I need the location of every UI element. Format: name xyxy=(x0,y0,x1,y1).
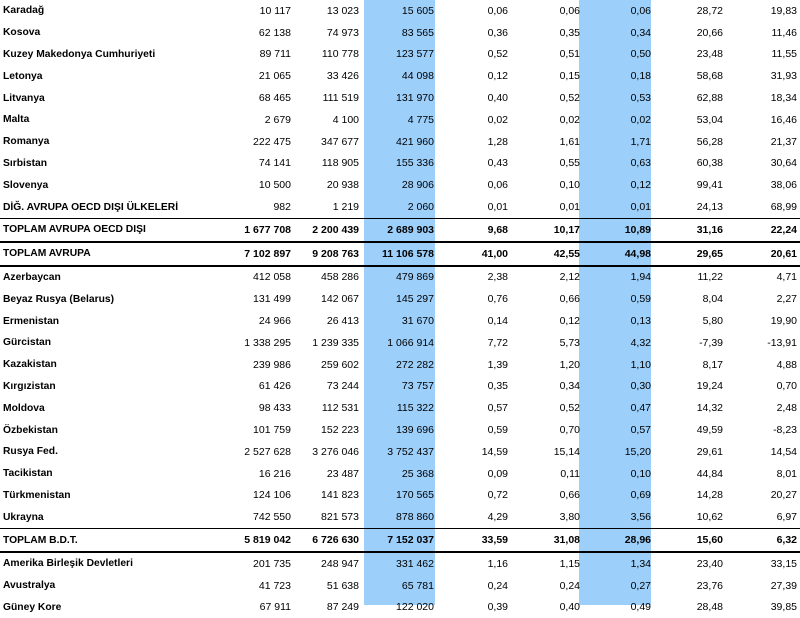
cell-value: 139 696 xyxy=(396,424,434,437)
cell-value: 0,35 xyxy=(559,26,580,39)
table-row xyxy=(0,441,800,463)
cell-value: 73 244 xyxy=(326,380,359,393)
cell-value: 33 426 xyxy=(326,70,359,83)
cell-value: 31,93 xyxy=(770,70,797,83)
cell-value: 0,52 xyxy=(559,402,580,415)
cell-value: 347 677 xyxy=(321,135,359,148)
cell-value: 51 638 xyxy=(326,579,359,592)
cell-value: 0,40 xyxy=(487,92,508,105)
cell-value: 0,50 xyxy=(630,48,651,61)
cell-value: 0,66 xyxy=(559,489,580,502)
cell-value: 0,12 xyxy=(559,315,580,328)
cell-value: 44,98 xyxy=(583,242,654,266)
cell-value: 26 413 xyxy=(326,315,359,328)
cell-value: 33,15 xyxy=(770,557,797,570)
cell-value: 89 711 xyxy=(259,48,291,61)
cell-value: 458 286 xyxy=(321,271,359,284)
cell-value: 61 426 xyxy=(258,380,291,393)
cell-value: 0,12 xyxy=(630,179,651,192)
table-row xyxy=(0,376,800,398)
cell-value: 0,18 xyxy=(630,70,651,83)
cell-value: 0,69 xyxy=(630,489,651,502)
cell-value: 0,55 xyxy=(559,157,580,170)
table-row xyxy=(0,552,800,575)
cell-value: 5 819 042 xyxy=(236,529,294,552)
cell-value: 42,55 xyxy=(511,242,583,266)
cell-value: 2 200 439 xyxy=(294,218,362,241)
cell-value: 99,41 xyxy=(696,179,723,192)
table-row xyxy=(0,597,800,618)
cell-value: 20 938 xyxy=(326,179,359,192)
row-label: Gürcistan xyxy=(3,337,52,349)
row-label: Azerbaycan xyxy=(3,271,61,283)
cell-value: 6,97 xyxy=(776,511,797,524)
cell-value: 4,29 xyxy=(487,511,508,524)
cell-value: 0,34 xyxy=(559,380,580,393)
cell-value: 0,39 xyxy=(487,601,508,614)
cell-value: 1,94 xyxy=(630,271,651,284)
cell-value: 19,83 xyxy=(770,4,797,17)
table-row xyxy=(0,153,800,175)
table-row xyxy=(0,506,800,528)
cell-value: 122 020 xyxy=(396,601,434,614)
cell-value: 1 677 708 xyxy=(236,218,294,241)
cell-value: 28,48 xyxy=(696,601,723,614)
cell-value: 145 297 xyxy=(396,293,434,306)
cell-value: 982 xyxy=(273,201,291,214)
cell-value: 41 723 xyxy=(258,579,291,592)
cell-value: 11,55 xyxy=(771,48,797,61)
cell-value: 2 060 xyxy=(407,201,434,214)
cell-value: -7,39 xyxy=(699,336,723,349)
row-label: Letonya xyxy=(3,70,43,82)
cell-value: 5,80 xyxy=(702,315,723,328)
cell-value: 4,32 xyxy=(630,336,651,349)
row-label: Kosova xyxy=(3,27,41,39)
cell-value: 118 905 xyxy=(321,157,359,170)
cell-value: 31,16 xyxy=(654,218,726,241)
row-label: Karadağ xyxy=(3,5,45,17)
cell-value: 0,47 xyxy=(630,402,651,415)
cell-value: 8,04 xyxy=(702,293,723,306)
table-row xyxy=(0,288,800,310)
cell-value: 170 565 xyxy=(396,489,434,502)
cell-value: 0,27 xyxy=(630,579,651,592)
cell-value: -8,23 xyxy=(773,424,797,437)
cell-value: 0,70 xyxy=(776,380,797,393)
cell-value: 44 098 xyxy=(401,70,434,83)
cell-value: 1,16 xyxy=(487,557,508,570)
cell-value: 87 249 xyxy=(326,601,359,614)
table-row xyxy=(0,22,800,44)
cell-value: 1,34 xyxy=(630,557,651,570)
cell-value: 68,99 xyxy=(770,201,797,214)
table-row xyxy=(0,196,800,218)
cell-value: 11 106 578 xyxy=(362,242,437,266)
row-label: Özbekistan xyxy=(3,424,58,436)
cell-value: -13,91 xyxy=(767,336,797,349)
cell-value: 21,37 xyxy=(770,135,797,148)
cell-value: 0,63 xyxy=(630,157,651,170)
cell-value: 5,73 xyxy=(559,336,580,349)
cell-value: 7 102 897 xyxy=(236,242,294,266)
cell-value: 0,01 xyxy=(487,201,508,214)
table-row xyxy=(0,44,800,66)
total-row xyxy=(0,529,800,552)
cell-value: 10 500 xyxy=(258,179,291,192)
cell-value: 0,49 xyxy=(630,601,651,614)
cell-value: 1,20 xyxy=(559,358,580,371)
table-row xyxy=(0,354,800,376)
row-label: Beyaz Rusya (Belarus) xyxy=(3,293,115,305)
cell-value: 0,35 xyxy=(487,380,508,393)
cell-value: 2,27 xyxy=(776,293,797,306)
row-label: Güney Kore xyxy=(3,601,62,613)
table-row xyxy=(0,174,800,196)
cell-value: 14,54 xyxy=(770,445,797,458)
cell-value: 0,10 xyxy=(630,467,651,480)
cell-value: 14,28 xyxy=(696,489,723,502)
table-row xyxy=(0,463,800,485)
cell-value: 10 117 xyxy=(259,4,291,17)
cell-value: 65 781 xyxy=(401,579,434,592)
cell-value: 20,27 xyxy=(770,489,797,502)
cell-value: 1,71 xyxy=(630,135,651,148)
cell-value: 13 023 xyxy=(326,4,359,17)
cell-value: 479 869 xyxy=(396,271,434,284)
row-label: Kuzey Makedonya Cumhuriyeti xyxy=(3,48,156,60)
cell-value: 23,40 xyxy=(696,557,723,570)
cell-value: 0,53 xyxy=(630,92,651,105)
cell-value: 0,06 xyxy=(630,4,651,17)
cell-value: 112 531 xyxy=(321,402,359,415)
cell-value: 152 223 xyxy=(321,424,359,437)
cell-value: 3,80 xyxy=(559,511,580,524)
cell-value: 0,12 xyxy=(487,70,508,83)
cell-value: 0,76 xyxy=(487,293,508,306)
cell-value: 0,30 xyxy=(630,380,651,393)
total-row xyxy=(0,242,800,266)
cell-value: 25 368 xyxy=(401,467,434,480)
cell-value: 24,13 xyxy=(696,201,723,214)
cell-value: 110 778 xyxy=(321,48,359,61)
cell-value: 2,12 xyxy=(559,271,580,284)
cell-value: 0,59 xyxy=(487,424,508,437)
cell-value: 31,08 xyxy=(511,529,583,552)
cell-value: 1 338 295 xyxy=(244,336,291,349)
cell-value: 0,06 xyxy=(487,179,508,192)
row-label: Kazakistan xyxy=(3,359,57,371)
cell-value: 62,88 xyxy=(696,92,723,105)
cell-value: 2 527 628 xyxy=(244,445,291,458)
cell-value: 21 065 xyxy=(258,70,291,83)
cell-value: 111 519 xyxy=(322,92,359,105)
cell-value: 24 966 xyxy=(258,315,291,328)
cell-value: 41,00 xyxy=(437,242,511,266)
cell-value: 0,36 xyxy=(487,26,508,39)
cell-value: 4 775 xyxy=(407,113,434,126)
cell-value: 53,04 xyxy=(696,113,723,126)
cell-value: 19,24 xyxy=(696,380,723,393)
cell-value: 38,06 xyxy=(770,179,797,192)
cell-value: 0,52 xyxy=(559,92,580,105)
row-label: Kırgızistan xyxy=(3,380,56,392)
cell-value: 74 141 xyxy=(258,157,291,170)
cell-value: 16,46 xyxy=(770,113,797,126)
row-label: TOPLAM B.D.T. xyxy=(0,529,236,552)
cell-value: 10,62 xyxy=(696,511,723,524)
cell-value: 23,76 xyxy=(696,579,723,592)
cell-value: 1,28 xyxy=(487,135,508,148)
cell-value: 3 752 437 xyxy=(387,445,434,458)
cell-value: 10,17 xyxy=(511,218,583,241)
cell-value: 331 462 xyxy=(396,557,434,570)
cell-value: 49,59 xyxy=(696,424,723,437)
cell-value: 11,46 xyxy=(771,26,797,39)
row-label: Amerika Birleşik Devletleri xyxy=(3,558,133,570)
cell-value: 1,39 xyxy=(487,358,508,371)
cell-value: 878 860 xyxy=(396,511,434,524)
cell-value: 10,89 xyxy=(583,218,654,241)
cell-value: 0,66 xyxy=(559,293,580,306)
row-label: Romanya xyxy=(3,136,50,148)
cell-value: 1 066 914 xyxy=(387,336,434,349)
cell-value: 201 735 xyxy=(253,557,291,570)
cell-value: 0,14 xyxy=(487,315,508,328)
row-label: Tacikistan xyxy=(3,468,53,480)
cell-value: 28,96 xyxy=(583,529,654,552)
cell-value: 155 336 xyxy=(396,157,434,170)
cell-value: 412 058 xyxy=(253,271,291,284)
cell-value: 2 689 903 xyxy=(362,218,437,241)
cell-value: 67 911 xyxy=(259,601,291,614)
row-label: Malta xyxy=(3,114,30,126)
cell-value: 14,59 xyxy=(481,445,508,458)
cell-value: 141 823 xyxy=(321,489,359,502)
cell-value: 742 550 xyxy=(253,511,291,524)
cell-value: 0,40 xyxy=(559,601,580,614)
cell-value: 272 282 xyxy=(396,358,434,371)
cell-value: 20,66 xyxy=(696,26,723,39)
row-label: TOPLAM AVRUPA xyxy=(0,242,236,266)
cell-value: 1 239 335 xyxy=(312,336,359,349)
cell-value: 131 499 xyxy=(253,293,291,306)
table-row xyxy=(0,419,800,441)
row-label: Rusya Fed. xyxy=(3,446,58,458)
row-label: Slovenya xyxy=(3,179,49,191)
cell-value: 15,20 xyxy=(624,445,651,458)
cell-value: 2 679 xyxy=(264,113,291,126)
cell-value: 142 067 xyxy=(321,293,359,306)
table-row xyxy=(0,266,800,289)
table-row xyxy=(0,87,800,109)
cell-value: 39,85 xyxy=(770,601,797,614)
cell-value: 0,09 xyxy=(487,467,508,480)
table-row xyxy=(0,332,800,354)
cell-value: 124 106 xyxy=(253,489,291,502)
cell-value: 73 757 xyxy=(401,380,434,393)
cell-value: 0,72 xyxy=(487,489,508,502)
cell-value: 115 322 xyxy=(396,402,434,415)
cell-value: 30,64 xyxy=(770,157,797,170)
cell-value: 8,01 xyxy=(776,467,797,480)
row-label: Türkmenistan xyxy=(3,489,71,501)
cell-value: 0,57 xyxy=(487,402,508,415)
cell-value: 0,24 xyxy=(559,579,580,592)
cell-value: 1,10 xyxy=(630,358,651,371)
row-label: Ermenistan xyxy=(3,315,60,327)
total-row xyxy=(0,218,800,241)
cell-value: 31 670 xyxy=(401,315,434,328)
row-label: Litvanya xyxy=(3,92,45,104)
cell-value: 0,01 xyxy=(559,201,580,214)
cell-value: 0,43 xyxy=(487,157,508,170)
cell-value: 11,22 xyxy=(697,271,723,284)
cell-value: 239 986 xyxy=(253,358,291,371)
cell-value: 14,32 xyxy=(696,402,723,415)
cell-value: 4 100 xyxy=(332,113,359,126)
cell-value: 33,59 xyxy=(437,529,511,552)
row-label: DİĞ. AVRUPA OECD DIŞI ÜLKELERİ xyxy=(3,201,179,213)
cell-value: 60,38 xyxy=(696,157,723,170)
cell-value: 27,39 xyxy=(770,579,797,592)
cell-value: 0,34 xyxy=(630,26,651,39)
cell-value: 6,32 xyxy=(726,529,800,552)
cell-value: 0,11 xyxy=(560,467,580,480)
cell-value: 22,24 xyxy=(726,218,800,241)
cell-value: 4,71 xyxy=(776,271,797,284)
cell-value: 4,88 xyxy=(776,358,797,371)
cell-value: 62 138 xyxy=(258,26,291,39)
table-row xyxy=(0,65,800,87)
cell-value: 0,13 xyxy=(630,315,651,328)
cell-value: 7 152 037 xyxy=(362,529,437,552)
table-row xyxy=(0,575,800,597)
cell-value: 0,06 xyxy=(559,4,580,17)
cell-value: 6 726 630 xyxy=(294,529,362,552)
cell-value: 101 759 xyxy=(253,424,291,437)
cell-value: 20,61 xyxy=(726,242,800,266)
cell-value: 83 565 xyxy=(401,26,434,39)
row-label: TOPLAM AVRUPA OECD DIŞI xyxy=(0,218,236,241)
table-row xyxy=(0,485,800,507)
cell-value: 123 577 xyxy=(396,48,434,61)
cell-value: 259 602 xyxy=(321,358,359,371)
cell-value: 8,17 xyxy=(702,358,723,371)
cell-value: 222 475 xyxy=(253,135,291,148)
cell-value: 0,59 xyxy=(630,293,651,306)
cell-value: 0,01 xyxy=(630,201,651,214)
cell-value: 44,84 xyxy=(696,467,723,480)
cell-value: 29,61 xyxy=(696,445,723,458)
table-row xyxy=(0,397,800,419)
row-label: Sırbistan xyxy=(3,157,48,169)
cell-value: 2,48 xyxy=(776,402,797,415)
cell-value: 58,68 xyxy=(696,70,723,83)
cell-value: 68 465 xyxy=(258,92,291,105)
table-row xyxy=(0,109,800,131)
table-row xyxy=(0,0,800,22)
cell-value: 23,48 xyxy=(696,48,723,61)
cell-value: 9,68 xyxy=(437,218,511,241)
cell-value: 56,28 xyxy=(696,135,723,148)
cell-value: 7,72 xyxy=(487,336,508,349)
cell-value: 421 960 xyxy=(396,135,434,148)
cell-value: 3 276 046 xyxy=(312,445,359,458)
cell-value: 0,02 xyxy=(559,113,580,126)
cell-value: 15 605 xyxy=(401,4,434,17)
cell-value: 23 487 xyxy=(326,467,359,480)
cell-value: 29,65 xyxy=(654,242,726,266)
cell-value: 98 433 xyxy=(258,402,291,415)
cell-value: 2,38 xyxy=(487,271,508,284)
cell-value: 248 947 xyxy=(321,557,359,570)
cell-value: 19,90 xyxy=(770,315,797,328)
cell-value: 3,56 xyxy=(630,511,651,524)
table-row xyxy=(0,310,800,332)
cell-value: 0,06 xyxy=(487,4,508,17)
cell-value: 74 973 xyxy=(326,26,359,39)
cell-value: 0,51 xyxy=(559,48,580,61)
cell-value: 0,24 xyxy=(487,579,508,592)
cell-value: 0,10 xyxy=(559,179,580,192)
cell-value: 821 573 xyxy=(321,511,359,524)
cell-value: 15,60 xyxy=(654,529,726,552)
cell-value: 9 208 763 xyxy=(294,242,362,266)
cell-value: 18,34 xyxy=(770,92,797,105)
cell-value: 0,70 xyxy=(559,424,580,437)
cell-value: 16 216 xyxy=(258,467,291,480)
row-label: Moldova xyxy=(3,402,45,414)
cell-value: 15,14 xyxy=(553,445,580,458)
cell-value: 0,02 xyxy=(487,113,508,126)
row-label: Ukrayna xyxy=(3,511,44,523)
cell-value: 28 906 xyxy=(401,179,434,192)
cell-value: 0,57 xyxy=(630,424,651,437)
cell-value: 28,72 xyxy=(696,4,723,17)
cell-value: 0,52 xyxy=(487,48,508,61)
table-row xyxy=(0,131,800,153)
cell-value: 0,02 xyxy=(630,113,651,126)
cell-value: 0,15 xyxy=(559,70,580,83)
cell-value: 1,15 xyxy=(559,557,580,570)
cell-value: 1,61 xyxy=(559,135,580,148)
cell-value: 1 219 xyxy=(332,201,359,214)
row-label: Avustralya xyxy=(3,580,56,592)
cell-value: 131 970 xyxy=(396,92,434,105)
